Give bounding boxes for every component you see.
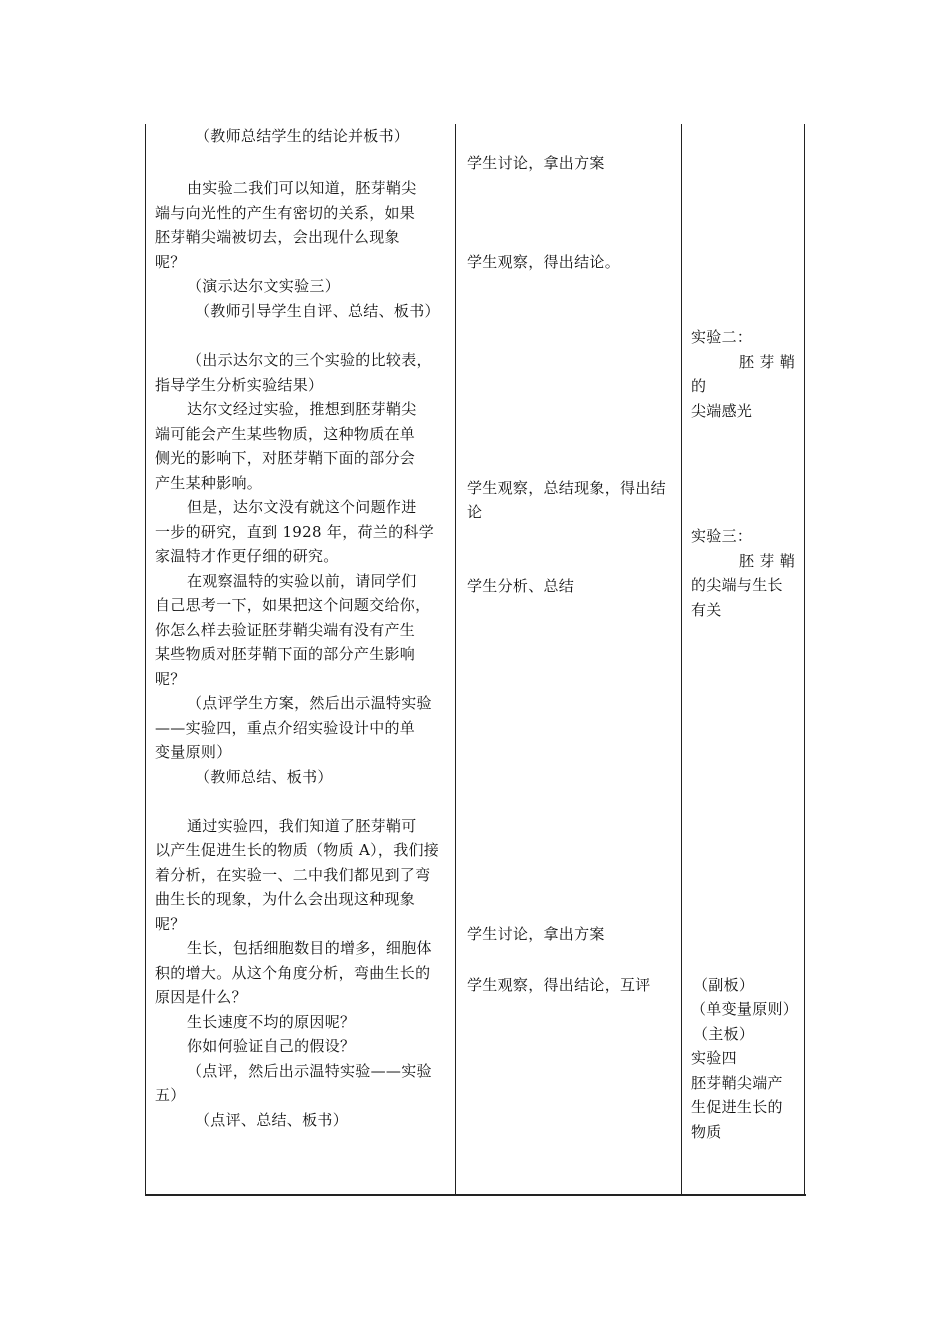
text-line: 生长，包括细胞数目的增多，细胞体 (187, 939, 432, 957)
text-line: 学生观察，得出结论。 (467, 253, 621, 271)
text-line: 但是，达尔文没有就这个问题作进 (187, 498, 417, 516)
text-line: 端与向光性的产生有密切的关系，如果 (155, 204, 416, 222)
text-line: 在观察温特的实验以前，请同学们 (187, 572, 417, 590)
text-line: 呢？ (155, 670, 186, 688)
text-line: 学生讨论，拿出方案 (467, 925, 605, 943)
text-line: 端可能会产生某些物质，这种物质在单 (155, 425, 416, 443)
text-line: 尖端感光 (691, 402, 753, 420)
text-line: 一步的研究，直到 1928 年，荷兰的科学 (155, 523, 435, 541)
text-line: 生促进生长的 (691, 1098, 783, 1116)
text-line: 家温特才作更仔细的研究。 (155, 547, 339, 565)
text-line: 以产生促进生长的物质（物质 A），我们接 (155, 841, 440, 859)
text-line: 的尖端与生长 (691, 576, 783, 594)
text-line: 胚芽鞘尖端产 (691, 1074, 783, 1092)
text-line: 胚 芽 鞘 (739, 552, 796, 570)
text-line: （点评，然后出示温特实验——实验 (187, 1062, 432, 1080)
text-line: 曲生长的现象，为什么会出现这种现象 (155, 890, 416, 908)
text-line: 胚 芽 鞘 (739, 353, 796, 371)
text-line: 的 (691, 377, 707, 395)
text-line: 着分析，在实验一、二中我们都见到了弯 (155, 866, 431, 884)
text-line: 呢？ (155, 253, 186, 271)
text-line: 原因是什么？ (155, 988, 247, 1006)
text-line: （教师总结学生的结论并板书） (195, 127, 410, 145)
board-notes-column (681, 124, 804, 1196)
text-line: 胚芽鞘尖端被切去，会出现什么现象 (155, 228, 400, 246)
table-right-border (804, 124, 805, 1196)
text-line: （点评、总结、板书） (195, 1111, 349, 1129)
text-line: 产生某种影响。 (155, 474, 263, 492)
text-line: 生长速度不均的原因呢？ (187, 1013, 356, 1031)
text-line: （出示达尔文的三个实验的比较表， (187, 351, 432, 369)
text-line: 五） (155, 1086, 186, 1104)
text-line: 由实验二我们可以知道，胚芽鞘尖 (187, 179, 417, 197)
text-line: 你怎么样去验证胚芽鞘尖端有没有产生 (155, 621, 416, 639)
text-line: 指导学生分析实验结果） (155, 376, 324, 394)
text-line: 学生分析、总结 (467, 577, 575, 595)
text-line: （演示达尔文实验三） (187, 277, 341, 295)
student-activity-column (455, 124, 681, 1196)
text-line: 变量原则） (155, 743, 232, 761)
text-line: ——实验四，重点介绍实验设计中的单 (155, 719, 416, 737)
text-line: 自己思考一下，如果把这个问题交给你， (155, 596, 431, 614)
text-line: （教师总结、板书） (195, 768, 333, 786)
text-line: 物质 (691, 1123, 722, 1141)
text-line: 侧光的影响下，对胚芽鞘下面的部分会 (155, 449, 416, 467)
text-line: 你如何验证自己的假设？ (187, 1037, 356, 1055)
text-line: 呢？ (155, 915, 186, 933)
text-line: 积的增大。从这个角度分析，弯曲生长的 (155, 964, 431, 982)
text-line: 论 (467, 503, 483, 521)
text-line: 实验四 (691, 1049, 737, 1067)
text-line: 达尔文经过实验，推想到胚芽鞘尖 (187, 400, 417, 418)
text-line: 有关 (691, 601, 722, 619)
text-line: 学生观察，总结现象，得出结 (467, 479, 666, 497)
lesson-plan-table (145, 124, 806, 1196)
text-line: （主板） (693, 1025, 755, 1043)
text-line: （教师引导学生自评、总结、板书） (195, 302, 440, 320)
text-line: 学生讨论，拿出方案 (467, 154, 605, 172)
text-line: （副板） (693, 976, 755, 994)
text-line: 实验二： (691, 328, 753, 346)
text-line: 某些物质对胚芽鞘下面的部分产生影响 (155, 645, 416, 663)
text-line: 通过实验四，我们知道了胚芽鞘可 (187, 817, 417, 835)
teacher-activity-column (145, 124, 455, 1196)
text-line: 实验三： (691, 527, 753, 545)
text-line: （点评学生方案，然后出示温特实验 (187, 694, 432, 712)
text-line: （单变量原则） (691, 1000, 799, 1018)
text-line: 学生观察，得出结论，互评 (467, 976, 651, 994)
